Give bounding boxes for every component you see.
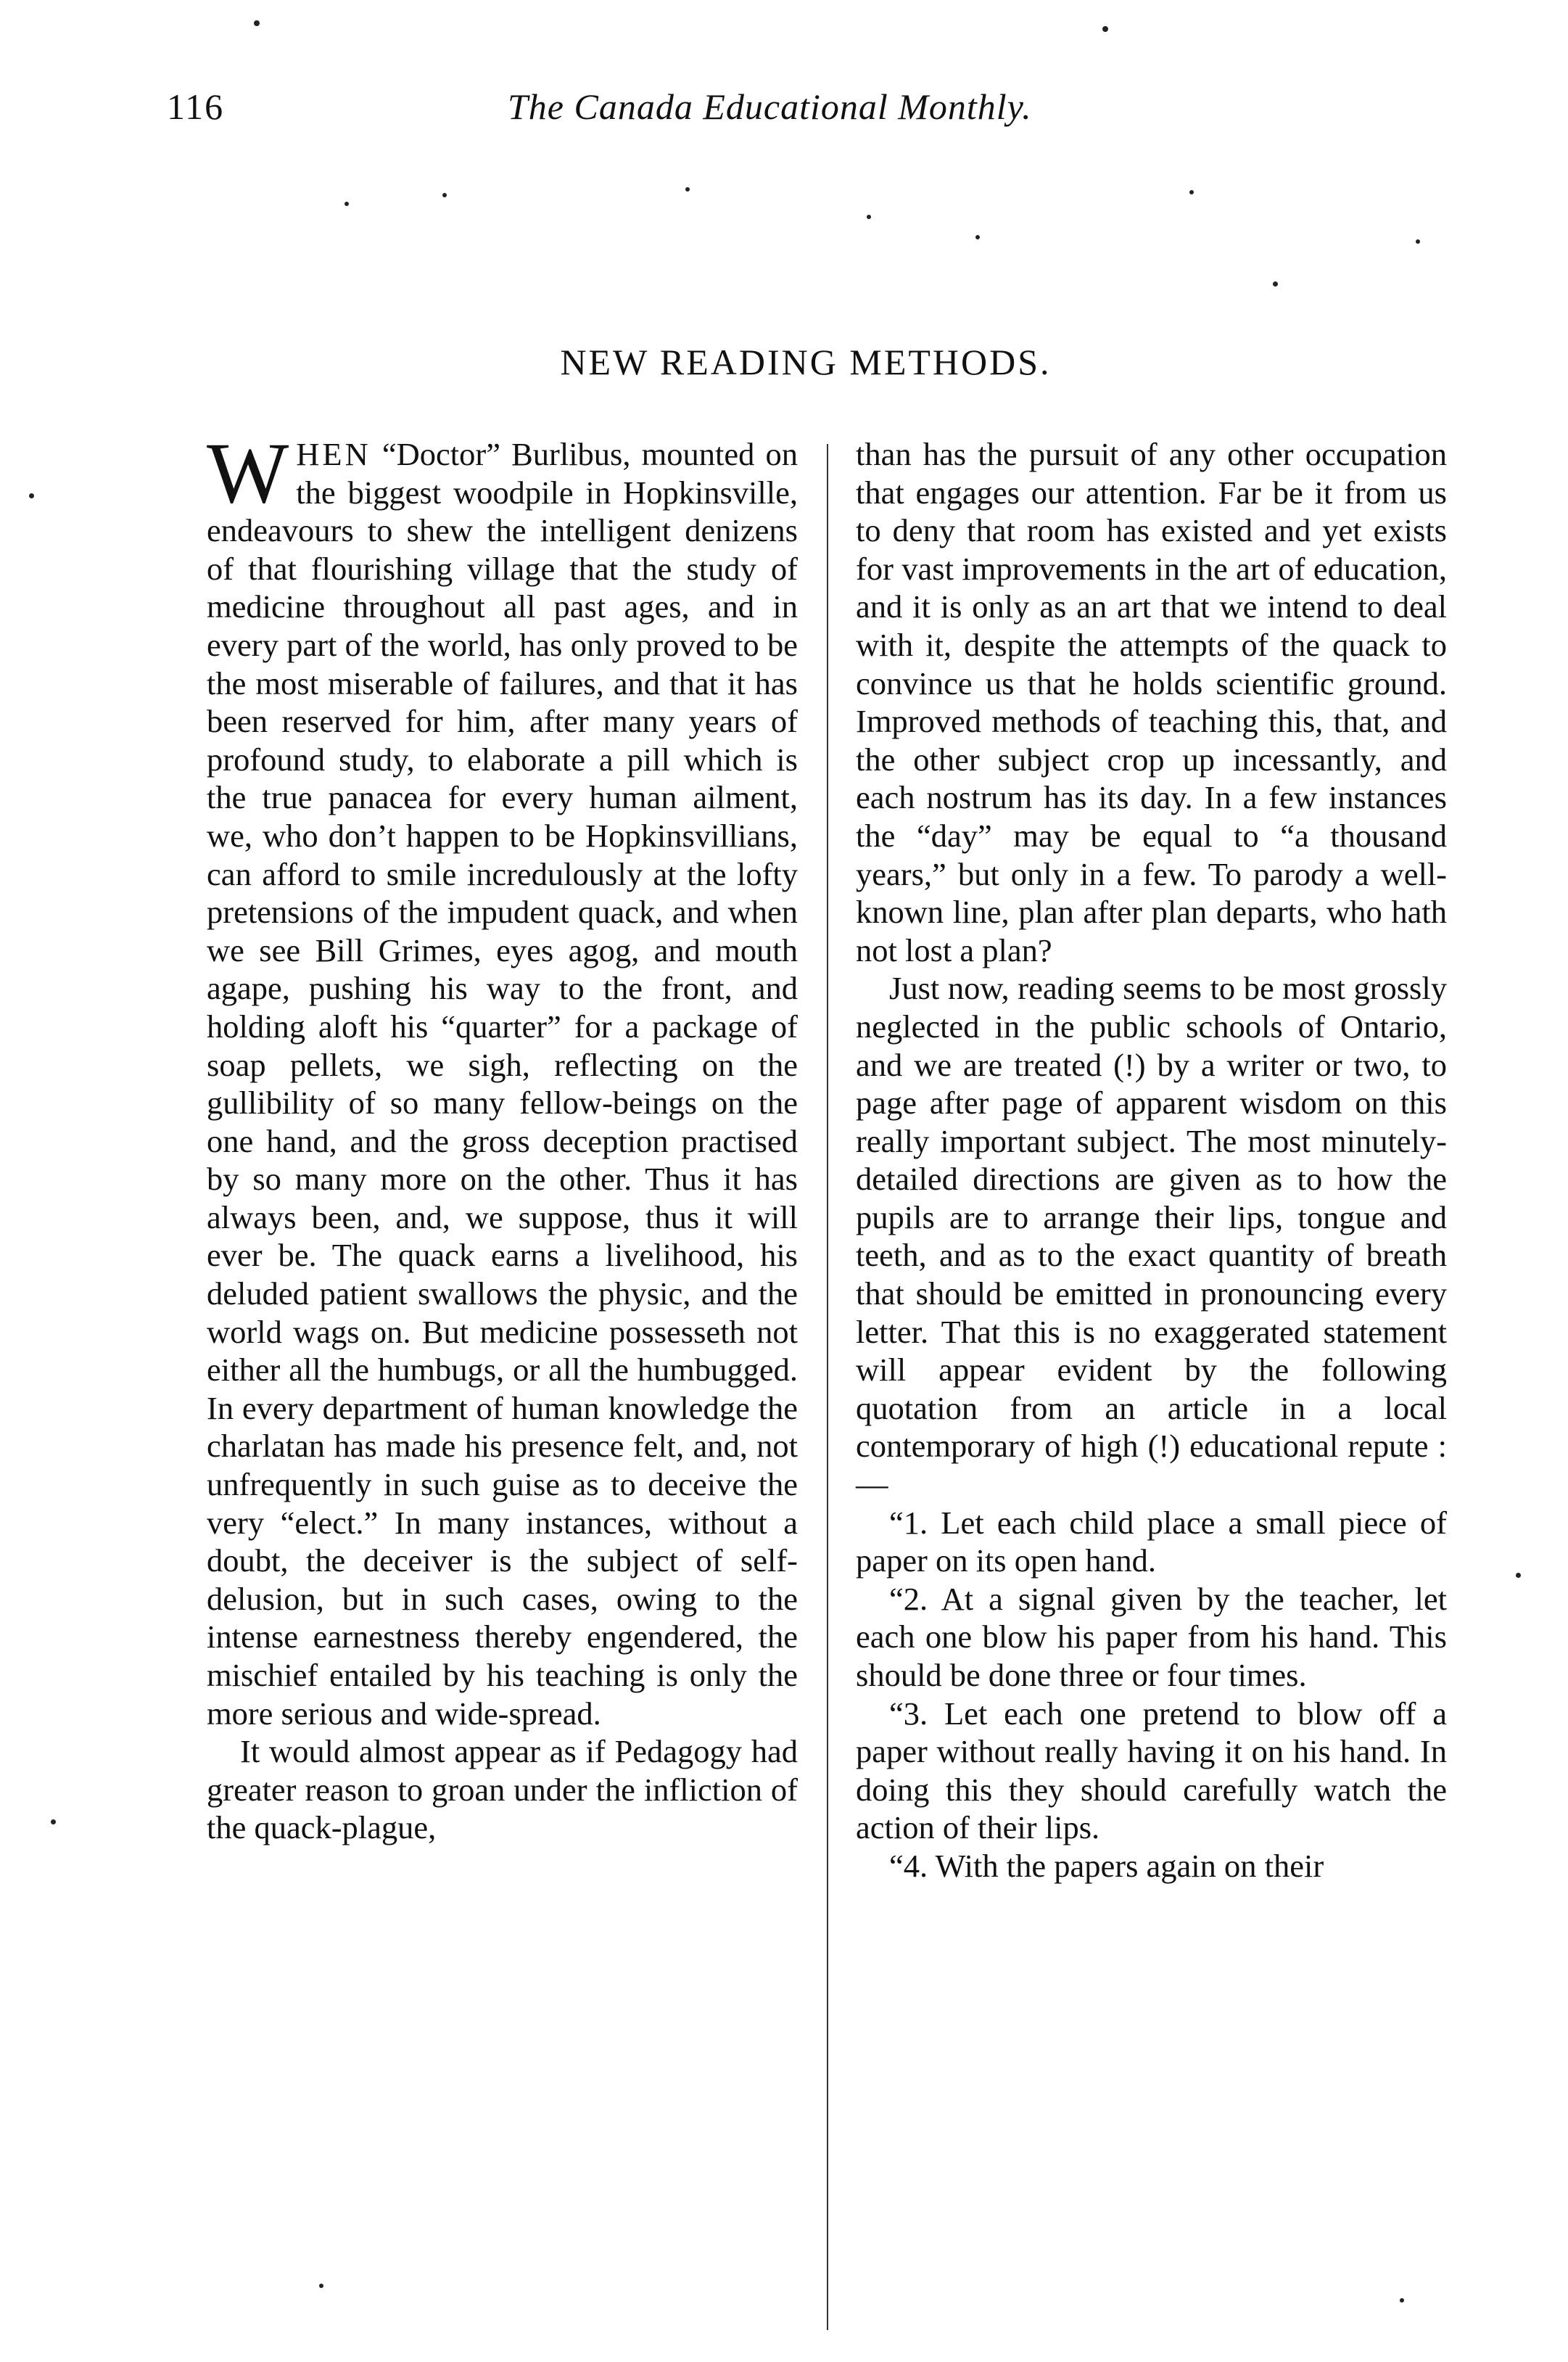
scan-speck: [867, 215, 871, 219]
scan-speck: [1102, 26, 1108, 32]
right-column: [856, 435, 1447, 1885]
list-item: “2. At a signal given by the teacher, let each one blow his paper from his hand. This should be done three or four times.: [856, 1580, 1447, 1693]
column-divider: [827, 444, 828, 2330]
list-item: “1. Let each child place a small piece of paper on its open hand.: [856, 1504, 1447, 1579]
journal-title: The Canada Educational Monthly.: [508, 86, 1032, 127]
scan-speck: [975, 235, 980, 239]
scan-speck: [254, 20, 260, 26]
list-item: “3. Let each one pretend to blow off a paper without really having it on his hand. In doing this they should carefully watch the action of their lips.: [856, 1695, 1447, 1846]
scan-speck: [344, 202, 349, 206]
paragraph: It would almost appear as if Pedagogy had greater reason to groan under the infliction of the quack-plague,: [207, 1733, 798, 1846]
list-item: “4. With the papers again on their: [889, 1847, 1324, 1884]
paragraph: Just now, reading seems to be most grossly neglected in the public schools of Ontario, and we are treated (!) by a writer or two, to page after page of apparent wisdom on this really important subject. The most minutely-detailed directions are given as to how the pupils are to arrange their lips, tongue and teeth, and as to the exact quantity of breath that should be emitted in pronouncing every letter. That this is no exaggerated statement will appear evident by the following quotation from an article in a local contemporary of high (!) educational repute :—: [856, 970, 1447, 1503]
page-number: 116: [167, 86, 225, 127]
scan-speck: [1400, 2298, 1404, 2303]
article-title: NEW READING METHODS.: [560, 342, 1052, 382]
scan-speck: [29, 493, 34, 498]
scan-speck: [1189, 190, 1194, 194]
scan-speck: [51, 1819, 56, 1824]
scan-speck: [1273, 281, 1278, 287]
scan-speck: [1516, 1573, 1521, 1578]
opening-word: HEN: [296, 436, 371, 472]
paragraph: than has the pursuit of any other occupation that engages our attention. Far be it from us to deny that room has existed and yet exists for vast improvements in the art of education, and it is only as an art that we intend to deal with it, despite the attempts of the quack to convince us that he holds scientific ground. Improved methods of teaching this, that, and the other subject crop up incessantly, and each nostrum has its day. In a few instances the “day” may be equal to “a thousand years,” but only in a few. To parody a well-known line, plan after plan departs, who hath not lost a plan?: [856, 436, 1447, 968]
opening-paragraph: [207, 424, 798, 1732]
paragraph-text: “Doctor” Burlibus, mounted on the biggest woodpile in Hopkinsville, endeavours to shew the intelligent denizens of that flourishing village that the study of medicine throughout all past ages, and in every part of the world, has only proved to be the most miserable of failures, and that it has been reserved for him, after many years of profound study, to elaborate a pill which is the true panacea for every human ailment, we, who don’t happen to be Hopkinsvillians, can afford to smile incredulously at the lofty pretensions of the impudent quack, and when we see Bill Grimes, eyes agog, and mouth agape, pushing his way to the front, and holding aloft his “quarter” for a package of soap pellets, we sigh, reflecting on the gullibility of so many fellow-beings on the one hand, and the gross deception practised by so many more on the other. Thus it has always been, and, we suppose, thus it will ever be. The quack earns a livelihood, his deluded patient swallows the physic, and the world wags on. But medicine possesseth not either all the humbugs, or all the humbugged. In every department of human knowledge the charlatan has made his presence felt, and, not unfrequently in such guise as to deceive the very “elect.” In many instances, without a doubt, the deceiver is the subject of self-delusion, but in such cases, owing to the intense earnestness thereby engendered, the mischief entailed by his teaching is only the more serious and wide-spread.: [207, 436, 798, 1732]
running-head: [167, 86, 1472, 144]
scan-speck: [685, 187, 690, 192]
scan-speck: [1416, 239, 1420, 244]
scan-speck: [319, 2284, 323, 2288]
left-column: [207, 424, 798, 1847]
drop-cap: W: [207, 424, 289, 521]
scan-speck: [442, 193, 447, 197]
